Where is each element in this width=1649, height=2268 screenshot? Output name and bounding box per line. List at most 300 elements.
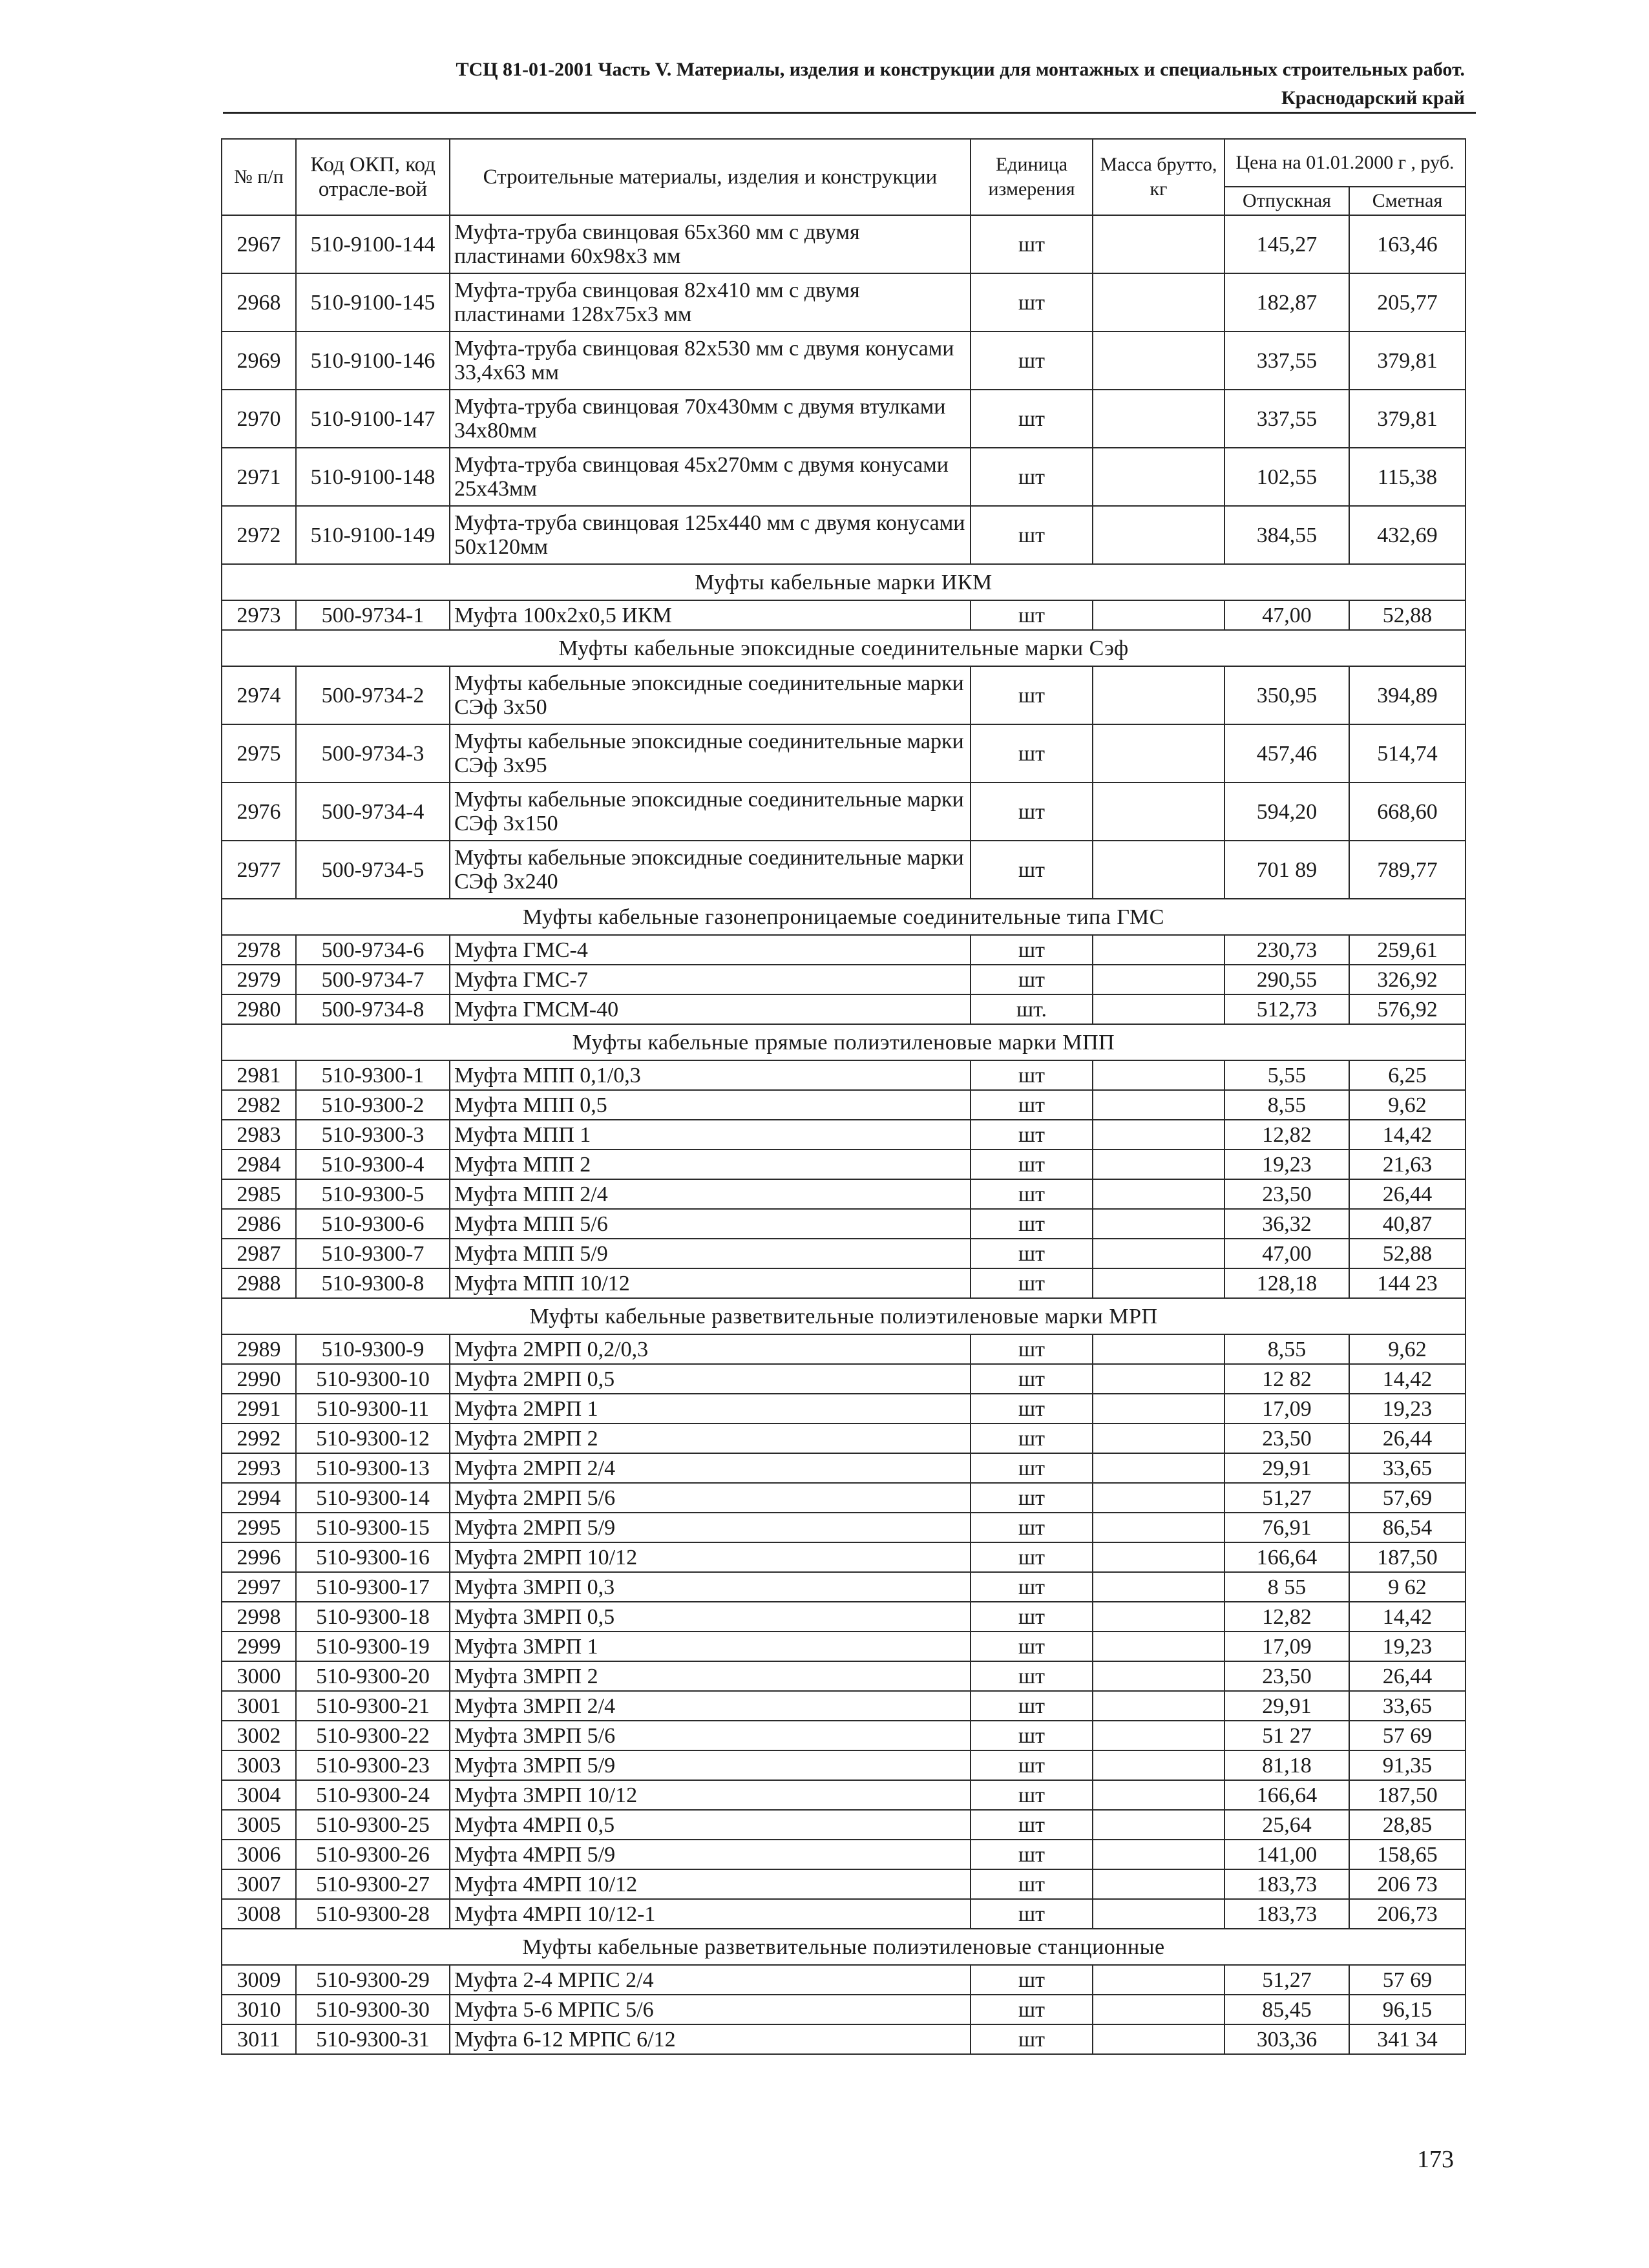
cell-unit: шт (971, 1513, 1093, 1542)
cell-estimate-price: 9,62 (1349, 1334, 1465, 1364)
table-row (222, 1334, 1465, 1364)
cell-okp-code: 510-9300-24 (296, 1780, 450, 1810)
table-row (222, 666, 1465, 724)
table-row (222, 1120, 1465, 1150)
table-row (222, 724, 1465, 782)
cell-release-price: 23,50 (1224, 1179, 1349, 1209)
cell-gross-mass (1093, 1394, 1224, 1423)
cell-gross-mass (1093, 1899, 1224, 1929)
cell-item-name: Муфта ГМС-7 (450, 965, 971, 994)
cell-gross-mass (1093, 1840, 1224, 1869)
cell-release-price: 182,87 (1224, 273, 1349, 331)
cell-gross-mass (1093, 1810, 1224, 1840)
cell-row-number: 2977 (222, 841, 296, 899)
cell-release-price: 141,00 (1224, 1840, 1349, 1869)
cell-gross-mass (1093, 1453, 1224, 1483)
cell-gross-mass (1093, 1691, 1224, 1721)
col-header-mass: Масса брутто, кг (1093, 139, 1224, 215)
cell-row-number: 2999 (222, 1632, 296, 1661)
cell-item-name: Муфта 3МРП 0,5 (450, 1602, 971, 1632)
cell-row-number: 2973 (222, 600, 296, 630)
table-row (222, 1721, 1465, 1750)
cell-unit: шт (971, 1661, 1093, 1691)
table-row (222, 1780, 1465, 1810)
cell-estimate-price: 14,42 (1349, 1120, 1465, 1150)
cell-item-name: Муфта 2МРП 10/12 (450, 1542, 971, 1572)
cell-estimate-price: 9 62 (1349, 1572, 1465, 1602)
cell-estimate-price: 341 34 (1349, 2024, 1465, 2054)
cell-row-number: 2991 (222, 1394, 296, 1423)
section-heading: Муфты кабельные эпоксидные соединительные марки Сэф (222, 630, 1465, 666)
cell-release-price: 8,55 (1224, 1090, 1349, 1120)
cell-item-name: Муфты кабельные эпоксидные соединительные марки СЭф 3х50 (450, 666, 971, 724)
cell-unit: шт (971, 782, 1093, 841)
cell-item-name: Муфта МПП 5/6 (450, 1209, 971, 1239)
cell-gross-mass (1093, 2024, 1224, 2054)
cell-unit: шт (971, 724, 1093, 782)
col-header-num: № п/п (222, 139, 296, 215)
cell-unit: шт (971, 1995, 1093, 2024)
cell-row-number: 2989 (222, 1334, 296, 1364)
cell-estimate-price: 379,81 (1349, 390, 1465, 448)
cell-unit: шт (971, 965, 1093, 994)
cell-release-price: 290,55 (1224, 965, 1349, 994)
cell-unit: шт (971, 1780, 1093, 1810)
cell-row-number: 2984 (222, 1150, 296, 1179)
cell-gross-mass (1093, 1179, 1224, 1209)
cell-gross-mass (1093, 965, 1224, 994)
col-header-code: Код ОКП, код отрасле-вой (296, 139, 450, 215)
cell-item-name: Муфта 2МРП 0,2/0,3 (450, 1334, 971, 1364)
cell-estimate-price: 514,74 (1349, 724, 1465, 782)
table-row (222, 1899, 1465, 1929)
table-row (222, 1268, 1465, 1298)
cell-unit: шт (971, 1090, 1093, 1120)
cell-unit: шт (971, 215, 1093, 273)
cell-estimate-price: 57 69 (1349, 1721, 1465, 1750)
section-heading: Муфты кабельные марки ИКМ (222, 564, 1465, 600)
cell-release-price: 51,27 (1224, 1965, 1349, 1995)
cell-okp-code: 510-9300-12 (296, 1423, 450, 1453)
table-row (222, 1965, 1465, 1995)
table-row (222, 782, 1465, 841)
cell-row-number: 3007 (222, 1869, 296, 1899)
col-header-estimate: Сметная (1349, 187, 1465, 215)
cell-row-number: 2982 (222, 1090, 296, 1120)
table-row (222, 1239, 1465, 1268)
cell-release-price: 8 55 (1224, 1572, 1349, 1602)
cell-gross-mass (1093, 1150, 1224, 1179)
section-heading: Муфты кабельные разветвительные полиэтиленовые станционные (222, 1929, 1465, 1965)
cell-release-price: 12,82 (1224, 1602, 1349, 1632)
running-header (213, 56, 1465, 112)
cell-row-number: 2990 (222, 1364, 296, 1394)
cell-unit: шт (971, 1721, 1093, 1750)
cell-unit: шт (971, 1334, 1093, 1364)
cell-row-number: 2995 (222, 1513, 296, 1542)
table-row (222, 1691, 1465, 1721)
cell-unit: шт (971, 1394, 1093, 1423)
table-row (222, 1394, 1465, 1423)
section-heading-row (222, 1024, 1465, 1060)
cell-okp-code: 510-9300-16 (296, 1542, 450, 1572)
cell-okp-code: 510-9300-19 (296, 1632, 450, 1661)
cell-gross-mass (1093, 935, 1224, 965)
cell-gross-mass (1093, 1661, 1224, 1691)
cell-item-name: Муфты кабельные эпоксидные соединительные марки СЭф 3х240 (450, 841, 971, 899)
table-row (222, 1453, 1465, 1483)
cell-okp-code: 510-9300-14 (296, 1483, 450, 1513)
cell-gross-mass (1093, 1090, 1224, 1120)
cell-okp-code: 510-9300-10 (296, 1364, 450, 1394)
cell-release-price: 457,46 (1224, 724, 1349, 782)
cell-release-price: 81,18 (1224, 1750, 1349, 1780)
cell-release-price: 337,55 (1224, 331, 1349, 390)
table-row (222, 448, 1465, 506)
cell-estimate-price: 14,42 (1349, 1364, 1465, 1394)
cell-unit: шт (971, 1179, 1093, 1209)
cell-unit: шт (971, 1239, 1093, 1268)
cell-item-name: Муфта-труба свинцовая 65х360 мм с двумя пластинами 60х98х3 мм (450, 215, 971, 273)
cell-row-number: 3004 (222, 1780, 296, 1810)
cell-row-number: 3003 (222, 1750, 296, 1780)
cell-row-number: 3009 (222, 1965, 296, 1995)
cell-unit: шт (971, 1840, 1093, 1869)
cell-release-price: 512,73 (1224, 994, 1349, 1024)
cell-estimate-price: 26,44 (1349, 1423, 1465, 1453)
cell-unit: шт (971, 1060, 1093, 1090)
table-row (222, 506, 1465, 564)
cell-unit: шт (971, 506, 1093, 564)
cell-release-price: 23,50 (1224, 1661, 1349, 1691)
cell-item-name: Муфта МПП 5/9 (450, 1239, 971, 1268)
cell-unit: шт (971, 935, 1093, 965)
table-row (222, 1661, 1465, 1691)
cell-estimate-price: 40,87 (1349, 1209, 1465, 1239)
cell-gross-mass (1093, 841, 1224, 899)
cell-item-name: Муфты кабельные эпоксидные соединительные марки СЭф 3х150 (450, 782, 971, 841)
cell-item-name: Муфта 4МРП 0,5 (450, 1810, 971, 1840)
cell-estimate-price: 33,65 (1349, 1453, 1465, 1483)
cell-item-name: Муфта ГМС-4 (450, 935, 971, 965)
cell-okp-code: 510-9300-6 (296, 1209, 450, 1239)
cell-gross-mass (1093, 1780, 1224, 1810)
cell-okp-code: 500-9734-7 (296, 965, 450, 994)
table-row (222, 1179, 1465, 1209)
cell-release-price: 303,36 (1224, 2024, 1349, 2054)
cell-estimate-price: 158,65 (1349, 1840, 1465, 1869)
cell-gross-mass (1093, 782, 1224, 841)
table-body (222, 215, 1465, 2054)
cell-gross-mass (1093, 1750, 1224, 1780)
col-header-release: Отпускная (1224, 187, 1349, 215)
cell-okp-code: 510-9300-18 (296, 1602, 450, 1632)
cell-estimate-price: 144 23 (1349, 1268, 1465, 1298)
cell-estimate-price: 19,23 (1349, 1632, 1465, 1661)
cell-gross-mass (1093, 1334, 1224, 1364)
cell-row-number: 2972 (222, 506, 296, 564)
cell-item-name: Муфта 3МРП 5/6 (450, 1721, 971, 1750)
table-row (222, 965, 1465, 994)
cell-release-price: 183,73 (1224, 1869, 1349, 1899)
cell-okp-code: 510-9300-31 (296, 2024, 450, 2054)
cell-gross-mass (1093, 1572, 1224, 1602)
cell-estimate-price: 115,38 (1349, 448, 1465, 506)
cell-estimate-price: 9,62 (1349, 1090, 1465, 1120)
cell-release-price: 76,91 (1224, 1513, 1349, 1542)
cell-okp-code: 510-9300-23 (296, 1750, 450, 1780)
cell-item-name: Муфта ГМСМ-40 (450, 994, 971, 1024)
cell-item-name: Муфта 3МРП 1 (450, 1632, 971, 1661)
cell-release-price: 19,23 (1224, 1150, 1349, 1179)
cell-gross-mass (1093, 1239, 1224, 1268)
cell-okp-code: 510-9300-15 (296, 1513, 450, 1542)
cell-item-name: Муфта 2МРП 0,5 (450, 1364, 971, 1394)
cell-unit: шт (971, 1150, 1093, 1179)
cell-estimate-price: 26,44 (1349, 1179, 1465, 1209)
cell-release-price: 166,64 (1224, 1780, 1349, 1810)
cell-release-price: 128,18 (1224, 1268, 1349, 1298)
cell-okp-code: 510-9300-20 (296, 1661, 450, 1691)
cell-unit: шт (971, 331, 1093, 390)
cell-okp-code: 510-9300-26 (296, 1840, 450, 1869)
cell-row-number: 2988 (222, 1268, 296, 1298)
cell-gross-mass (1093, 1965, 1224, 1995)
cell-unit: шт (971, 1423, 1093, 1453)
cell-okp-code: 500-9734-3 (296, 724, 450, 782)
table-row (222, 1810, 1465, 1840)
cell-row-number: 2971 (222, 448, 296, 506)
cell-estimate-price: 394,89 (1349, 666, 1465, 724)
cell-estimate-price: 163,46 (1349, 215, 1465, 273)
section-heading-row (222, 1298, 1465, 1334)
cell-release-price: 47,00 (1224, 1239, 1349, 1268)
cell-okp-code: 500-9734-6 (296, 935, 450, 965)
cell-unit: шт (971, 1810, 1093, 1840)
cell-unit: шт (971, 600, 1093, 630)
cell-estimate-price: 52,88 (1349, 1239, 1465, 1268)
cell-gross-mass (1093, 273, 1224, 331)
cell-item-name: Муфта МПП 0,1/0,3 (450, 1060, 971, 1090)
cell-unit: шт (971, 273, 1093, 331)
cell-unit: шт (971, 1632, 1093, 1661)
cell-release-price: 17,09 (1224, 1394, 1349, 1423)
cell-item-name: Муфта МПП 0,5 (450, 1090, 971, 1120)
cell-item-name: Муфта 5-6 МРПС 5/6 (450, 1995, 971, 2024)
col-header-name: Строительные материалы, изделия и конструкции (450, 139, 971, 215)
cell-gross-mass (1093, 1120, 1224, 1150)
cell-gross-mass (1093, 994, 1224, 1024)
cell-release-price: 145,27 (1224, 215, 1349, 273)
cell-row-number: 2998 (222, 1602, 296, 1632)
section-heading: Муфты кабельные газонепроницаемые соединительные типа ГМС (222, 899, 1465, 935)
cell-release-price: 29,91 (1224, 1453, 1349, 1483)
cell-gross-mass (1093, 1602, 1224, 1632)
cell-release-price: 12 82 (1224, 1364, 1349, 1394)
cell-gross-mass (1093, 1513, 1224, 1542)
cell-item-name: Муфта 6-12 МРПС 6/12 (450, 2024, 971, 2054)
table-row (222, 2024, 1465, 2054)
cell-release-price: 17,09 (1224, 1632, 1349, 1661)
cell-release-price: 8,55 (1224, 1334, 1349, 1364)
cell-release-price: 337,55 (1224, 390, 1349, 448)
cell-unit: шт (971, 1483, 1093, 1513)
cell-row-number: 3011 (222, 2024, 296, 2054)
cell-estimate-price: 789,77 (1349, 841, 1465, 899)
cell-item-name: Муфта-труба свинцовая 82х410 мм с двумя пластинами 128х75х3 мм (450, 273, 971, 331)
cell-gross-mass (1093, 1721, 1224, 1750)
cell-estimate-price: 576,92 (1349, 994, 1465, 1024)
cell-release-price: 183,73 (1224, 1899, 1349, 1929)
price-table (221, 138, 1466, 2055)
cell-item-name: Муфта 2МРП 2/4 (450, 1453, 971, 1483)
section-heading-row (222, 630, 1465, 666)
section-heading: Муфты кабельные разветвительные полиэтиленовые марки МРП (222, 1298, 1465, 1334)
cell-okp-code: 510-9300-7 (296, 1239, 450, 1268)
cell-gross-mass (1093, 331, 1224, 390)
cell-estimate-price: 91,35 (1349, 1750, 1465, 1780)
cell-release-price: 36,32 (1224, 1209, 1349, 1239)
cell-unit: шт (971, 1691, 1093, 1721)
cell-unit: шт (971, 1120, 1093, 1150)
cell-item-name: Муфта 4МРП 10/12-1 (450, 1899, 971, 1929)
section-heading-row (222, 1929, 1465, 1965)
table-row (222, 1632, 1465, 1661)
cell-row-number: 2997 (222, 1572, 296, 1602)
cell-estimate-price: 28,85 (1349, 1810, 1465, 1840)
cell-row-number: 3000 (222, 1661, 296, 1691)
table-row (222, 1750, 1465, 1780)
cell-estimate-price: 52,88 (1349, 600, 1465, 630)
cell-okp-code: 510-9300-11 (296, 1394, 450, 1423)
header-rule (223, 112, 1476, 114)
cell-row-number: 2978 (222, 935, 296, 965)
cell-gross-mass (1093, 600, 1224, 630)
cell-unit: шт (971, 1965, 1093, 1995)
table-row (222, 390, 1465, 448)
cell-gross-mass (1093, 1060, 1224, 1090)
cell-row-number: 2993 (222, 1453, 296, 1483)
cell-item-name: Муфта-труба свинцовая 82х530 мм с двумя конусами 33,4х63 мм (450, 331, 971, 390)
cell-release-price: 350,95 (1224, 666, 1349, 724)
cell-item-name: Муфта 3МРП 10/12 (450, 1780, 971, 1810)
cell-estimate-price: 57,69 (1349, 1483, 1465, 1513)
cell-row-number: 2980 (222, 994, 296, 1024)
cell-unit: шт (971, 1209, 1093, 1239)
table-row (222, 1869, 1465, 1899)
cell-release-price: 384,55 (1224, 506, 1349, 564)
cell-item-name: Муфта 3МРП 5/9 (450, 1750, 971, 1780)
cell-okp-code: 510-9100-144 (296, 215, 450, 273)
cell-estimate-price: 326,92 (1349, 965, 1465, 994)
cell-estimate-price: 14,42 (1349, 1602, 1465, 1632)
cell-row-number: 2976 (222, 782, 296, 841)
cell-item-name: Муфта 2МРП 5/6 (450, 1483, 971, 1513)
cell-gross-mass (1093, 1483, 1224, 1513)
section-heading-row (222, 564, 1465, 600)
cell-row-number: 2986 (222, 1209, 296, 1239)
cell-unit: шт (971, 666, 1093, 724)
cell-item-name: Муфта 4МРП 5/9 (450, 1840, 971, 1869)
table-row (222, 1483, 1465, 1513)
cell-item-name: Муфта 2-4 МРПС 2/4 (450, 1965, 971, 1995)
page-number: 173 (1417, 2146, 1454, 2173)
cell-release-price: 23,50 (1224, 1423, 1349, 1453)
table-row (222, 1542, 1465, 1572)
cell-item-name: Муфта МПП 1 (450, 1120, 971, 1150)
cell-unit: шт (971, 448, 1093, 506)
cell-gross-mass (1093, 506, 1224, 564)
cell-item-name: Муфта 4МРП 10/12 (450, 1869, 971, 1899)
cell-release-price: 85,45 (1224, 1995, 1349, 2024)
cell-estimate-price: 379,81 (1349, 331, 1465, 390)
cell-unit: шт (971, 1869, 1093, 1899)
cell-row-number: 2974 (222, 666, 296, 724)
table-row (222, 1060, 1465, 1090)
cell-item-name: Муфта 2МРП 1 (450, 1394, 971, 1423)
cell-okp-code: 510-9300-9 (296, 1334, 450, 1364)
cell-row-number: 2987 (222, 1239, 296, 1268)
cell-okp-code: 510-9300-27 (296, 1869, 450, 1899)
cell-row-number: 2992 (222, 1423, 296, 1453)
cell-row-number: 3010 (222, 1995, 296, 2024)
table-row (222, 1209, 1465, 1239)
cell-gross-mass (1093, 1364, 1224, 1394)
cell-okp-code: 510-9300-28 (296, 1899, 450, 1929)
table-row (222, 1150, 1465, 1179)
cell-item-name: Муфта 100х2х0,5 ИКМ (450, 600, 971, 630)
cell-item-name: Муфта 3МРП 2/4 (450, 1691, 971, 1721)
section-heading-row (222, 899, 1465, 935)
cell-item-name: Муфта 3МРП 0,3 (450, 1572, 971, 1602)
cell-unit: шт (971, 1572, 1093, 1602)
cell-release-price: 594,20 (1224, 782, 1349, 841)
cell-okp-code: 500-9734-2 (296, 666, 450, 724)
cell-release-price: 5,55 (1224, 1060, 1349, 1090)
cell-estimate-price: 21,63 (1349, 1150, 1465, 1179)
cell-okp-code: 500-9734-8 (296, 994, 450, 1024)
table-row (222, 273, 1465, 331)
cell-estimate-price: 206 73 (1349, 1869, 1465, 1899)
cell-unit: шт (971, 1899, 1093, 1929)
cell-estimate-price: 6,25 (1349, 1060, 1465, 1090)
cell-okp-code: 510-9100-146 (296, 331, 450, 390)
cell-okp-code: 510-9300-25 (296, 1810, 450, 1840)
cell-okp-code: 510-9300-30 (296, 1995, 450, 2024)
section-heading: Муфты кабельные прямые полиэтиленовые марки МПП (222, 1024, 1465, 1060)
cell-estimate-price: 86,54 (1349, 1513, 1465, 1542)
cell-row-number: 2969 (222, 331, 296, 390)
table-row (222, 1364, 1465, 1394)
header-region: Краснодарский край (1281, 87, 1465, 109)
cell-release-price: 29,91 (1224, 1691, 1349, 1721)
col-header-unit: Единица измерения (971, 139, 1093, 215)
cell-estimate-price: 432,69 (1349, 506, 1465, 564)
cell-item-name: Муфта МПП 2 (450, 1150, 971, 1179)
cell-unit: шт. (971, 994, 1093, 1024)
cell-row-number: 3002 (222, 1721, 296, 1750)
cell-estimate-price: 206,73 (1349, 1899, 1465, 1929)
cell-okp-code: 510-9100-149 (296, 506, 450, 564)
cell-unit: шт (971, 1602, 1093, 1632)
cell-okp-code: 510-9300-17 (296, 1572, 450, 1602)
table-row (222, 841, 1465, 899)
cell-release-price: 230,73 (1224, 935, 1349, 965)
cell-unit: шт (971, 1453, 1093, 1483)
cell-item-name: Муфта-труба свинцовая 45х270мм с двумя конусами 25х43мм (450, 448, 971, 506)
cell-row-number: 3008 (222, 1899, 296, 1929)
cell-release-price: 12,82 (1224, 1120, 1349, 1150)
